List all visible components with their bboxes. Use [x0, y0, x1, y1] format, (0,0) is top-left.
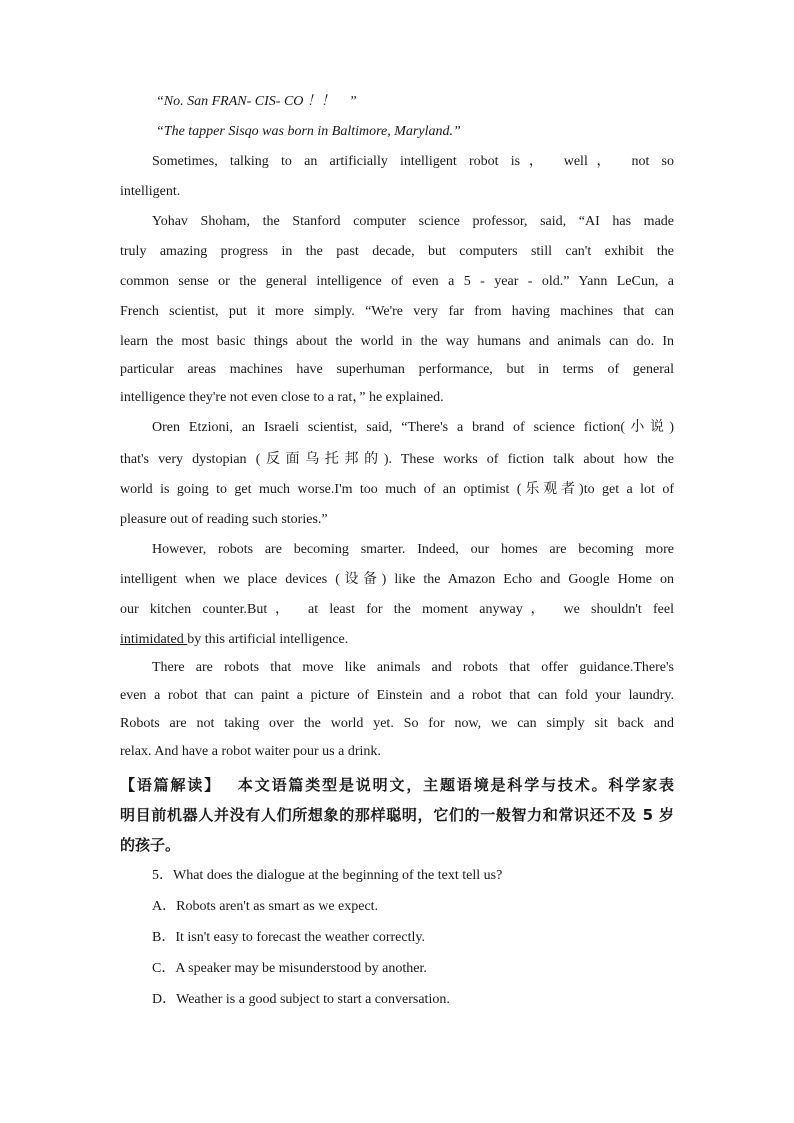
paragraph-line: Oren Etzioni, an Israeli scientist, said, “There's a brand of science fiction(小说): [152, 420, 674, 435]
question-block: [120, 866, 674, 1021]
paragraph-2: [120, 212, 674, 418]
paragraph-line: Yohav Shoham, the Stanford computer science professor, said, “AI has made: [152, 214, 674, 229]
paragraph-line: learn the most basic things about the world in the way humans and animals can do. In: [120, 334, 674, 349]
analysis-line-2: 明目前机器人并没有人们所想象的那样聪明，它们的一般智力和常识还不及 5 岁: [120, 806, 674, 824]
paragraph-line: that's very dystopian (反面乌托邦的). These works of fiction talk about how the: [120, 452, 674, 467]
document-page: [120, 92, 674, 1021]
paragraph-line-rest: by this artificial intelligence.: [187, 632, 349, 647]
paragraph-line: However, robots are becoming smarter. Indeed, our homes are becoming more: [152, 542, 674, 557]
paragraph-line: our kitchen counter.But， at least for the moment anyway， we shouldn't feel: [120, 602, 674, 617]
paragraph-line: pleasure out of reading such stories.”: [120, 512, 328, 527]
paragraph-1: [120, 152, 674, 212]
paragraph-5: [120, 658, 674, 768]
underlined-word: intimidated: [120, 632, 188, 647]
paragraph-line: French scientist, put it more simply. “We're very far from having machines that can: [120, 304, 674, 319]
analysis-block: [120, 770, 674, 860]
question-stem: 5．What does the dialogue at the beginning of the text tell us?: [152, 868, 503, 883]
paragraph-line: particular areas machines have superhuman performance, but in terms of general: [120, 362, 674, 377]
option-c: C．A speaker may be misunderstood by another.: [152, 961, 427, 976]
paragraph-line: truly amazing progress in the past decade, but computers still can't exhibit the: [120, 244, 674, 259]
option-d: D．Weather is a good subject to start a conversation.: [152, 992, 450, 1007]
paragraph-line: There are robots that move like animals and robots that offer guidance.There's: [152, 660, 674, 675]
paragraph-line: world is going to get much worse.I'm too much of an optimist (乐观者)to get a lot of: [120, 482, 674, 497]
paragraph-line: relax. And have a robot waiter pour us a drink.: [120, 744, 381, 759]
option-b: B．It isn't easy to forecast the weather correctly.: [152, 930, 425, 945]
paragraph-line: common sense or the general intelligence of even a 5 - year - old.” Yann LeCun, a: [120, 274, 674, 289]
analysis-line-3: 的孩子。: [120, 836, 181, 854]
paragraph-line: Sometimes, talking to an artificially intelligent robot is， well， not so: [152, 154, 674, 169]
analysis-line-1: [120, 770, 674, 800]
analysis-text: 本文语篇类型是说明文，主题语境是科学与技术。科学家表: [236, 776, 674, 794]
paragraph-line: even a robot that can paint a picture of Einstein and a robot that can fold your laundry.: [120, 688, 674, 703]
paragraph-line: intelligent.: [120, 184, 181, 199]
dialogue-line-1: “No. San FRAN- CIS- CO ！！ ”: [156, 94, 357, 109]
dialogue: [120, 92, 674, 152]
paragraph-line: Robots are not taking over the world yet. So for now, we can simply sit back and: [120, 716, 674, 731]
paragraph-line: [120, 630, 674, 658]
paragraph-3: [120, 418, 674, 540]
option-a: A．Robots aren't as smart as we expect.: [152, 899, 379, 914]
paragraph-line: intelligence they're not even close to a rat，” he explained.: [120, 390, 444, 405]
analysis-label: 【语篇解读】: [120, 776, 222, 794]
paragraph-line: intelligent when we place devices (设备) like the Amazon Echo and Google Home on: [120, 572, 674, 587]
paragraph-4: [120, 540, 674, 658]
dialogue-line-2: “The tapper Sisqo was born in Baltimore, Maryland.”: [156, 124, 461, 139]
